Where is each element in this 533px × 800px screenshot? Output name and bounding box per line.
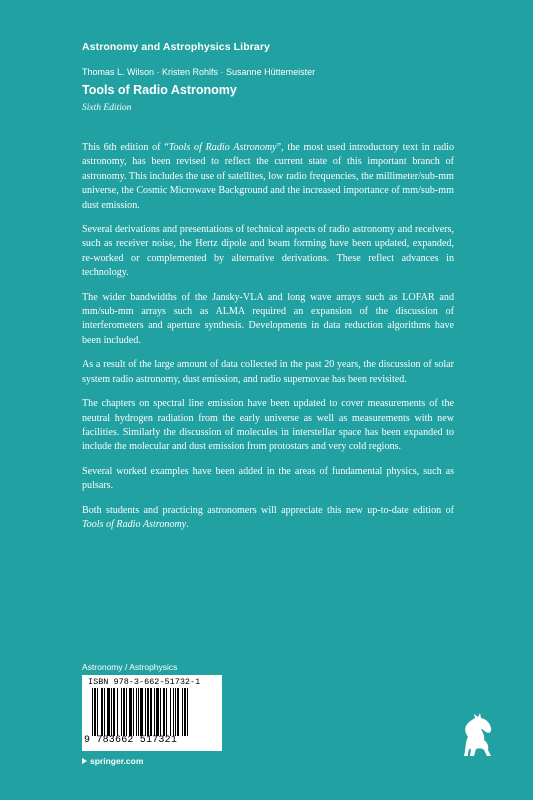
- barcode-bar: [170, 688, 171, 736]
- barcode-bar: [129, 688, 132, 736]
- publisher-website[interactable]: [82, 756, 143, 766]
- series-title: Astronomy and Astrophysics Library: [82, 41, 270, 53]
- barcode-bar: [175, 688, 176, 736]
- barcode-bar: [123, 688, 125, 736]
- paragraph-1-text-a: This 6th edition of “: [82, 142, 169, 153]
- edition: Sixth Edition: [82, 103, 132, 113]
- paragraph-2: Several derivations and presentations of technical aspects of radio astronomy and receivers, such as receiver noise, the Hertz dipole and beam forming have been updated, expanded, re-worked or complemented by alternative derivations. These reflect advances in technology.: [82, 224, 454, 279]
- barcode-bar: [107, 688, 110, 736]
- barcode-bar: [182, 688, 183, 736]
- paragraph-7-text-b: .: [186, 518, 189, 530]
- barcode-bar: [111, 688, 112, 736]
- paragraph-3: The wider bandwidths of the Jansky-VLA and long wave arrays such as LOFAR and mm/sub-mm arrays such as ALMA required an expansion of the discussion of interferometers and aperture synthesis. Developments in data reduction algorithms have been included.: [82, 291, 454, 346]
- barcode-bar: [117, 688, 118, 736]
- barcode-bar: [92, 688, 93, 736]
- barcode-bar: [97, 688, 98, 736]
- barcode-bar: [121, 688, 122, 736]
- paragraph-7: [82, 504, 454, 533]
- barcode-bar: [94, 688, 96, 736]
- paragraph-7-book-title: Tools of Radio Astronomy: [82, 518, 187, 530]
- paragraph-5: The chapters on spectral line emission have been updated to cover measurements of the neutral hydrogen radiation from the early universe as well as measurements with new facilities. Similarly the discussion of molecules in interstellar space has been expanded to include the molecular and dust emission from protostars and very cold regions.: [82, 398, 454, 453]
- barcode-bar: [163, 688, 165, 736]
- barcode-bar: [138, 688, 139, 736]
- barcode-bar: [177, 688, 179, 736]
- barcode-bar: [160, 688, 161, 736]
- barcode-number: 9 783662 517321: [84, 735, 178, 746]
- springer-horse-logo-icon: [456, 712, 498, 760]
- barcode-bar: [154, 688, 155, 736]
- barcode-bar: [166, 688, 167, 736]
- barcode-bar: [140, 688, 143, 736]
- barcode-bar: [113, 688, 115, 736]
- barcode-bar: [145, 688, 146, 736]
- barcode: [82, 675, 222, 751]
- barcode-bar: [173, 688, 174, 736]
- triangle-arrow-icon: [82, 758, 87, 764]
- barcode-bar: [147, 688, 149, 736]
- barcode-bar: [133, 688, 134, 736]
- website-text: springer.com: [90, 756, 144, 766]
- paragraph-1-book-title: Tools of Radio Astronomy: [168, 142, 277, 153]
- barcode-bars: [92, 688, 216, 736]
- barcode-bar: [184, 688, 186, 736]
- barcode-bar: [136, 688, 137, 736]
- isbn-label: ISBN 978-3-662-51732-1: [88, 677, 201, 687]
- barcode-bar: [156, 688, 159, 736]
- barcode-bar: [126, 688, 127, 736]
- description: [82, 141, 454, 542]
- barcode-bar: [101, 688, 103, 736]
- paragraph-6: Several worked examples have been added in the areas of fundamental physics, such as pulsars.: [82, 465, 454, 492]
- barcode-bar: [150, 688, 152, 736]
- paragraph-7-text-a: Both students and practicing astronomers will appreciate this new up-to-date edition of: [82, 504, 454, 516]
- paragraph-1: [82, 141, 454, 213]
- barcode-bar: [104, 688, 105, 736]
- authors: Thomas L. Wilson · Kristen Rohlfs · Susanne Hüttemeister: [82, 67, 316, 77]
- paragraph-4: As a result of the large amount of data collected in the past 20 years, the discussion of solar system radio astronomy, dust emission, and radio supernovae has been revisited.: [82, 359, 454, 385]
- barcode-bar: [187, 688, 188, 736]
- subject-category: Astronomy / Astrophysics: [82, 662, 178, 672]
- paragraph-1-text-b: ”, the most used introductory text in radio astronomy, has been revised to reflect the current state of this important branch of astronomy. This includes the use of satellites, low radio frequencies, the millimeter/sub-mm universe, the Cosmic Microwave Background and the increased importance of mm/sub-mm dust emission.: [82, 142, 454, 211]
- book-title: Tools of Radio Astronomy: [82, 83, 237, 97]
